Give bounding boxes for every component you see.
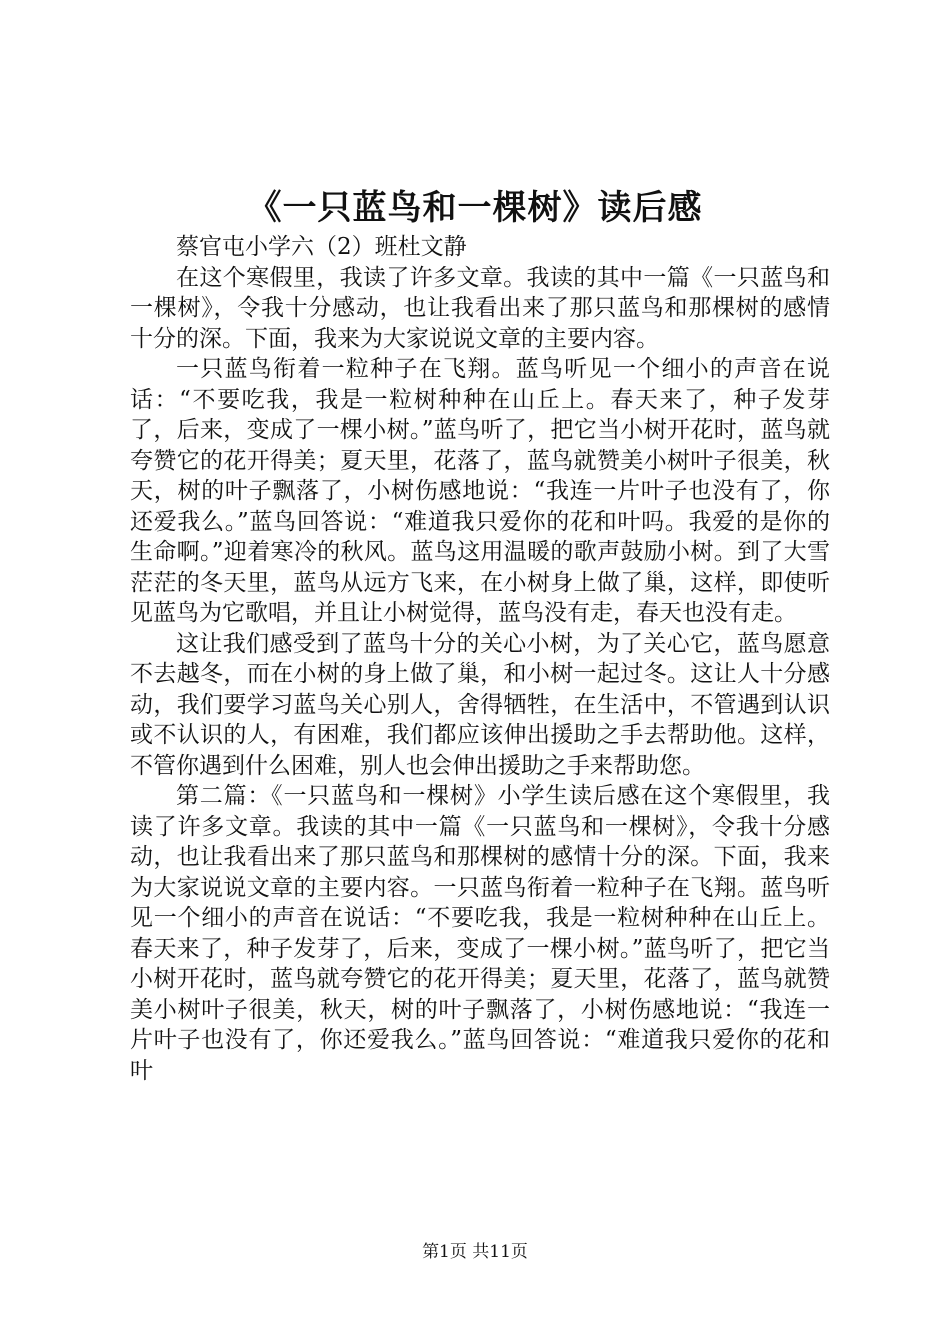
author-line: 蔡官屯小学六（2）班杜文静	[176, 234, 467, 260]
paragraph-2: 一只蓝鸟衔着一粒种子在飞翔。蓝鸟听见一个细小的声音在说话：“不要吃我，我是一粒树种种在山丘上。春天来了，种子发芽了，后来，变成了一棵小树。”蓝鸟听了，把它当小树开花时，蓝鸟就夸赞它的花开得美；夏天里，花落了，蓝鸟就赞美小树叶子很美，秋天，树的叶子飘落了，小树伤感地说：“我连一片叶子也没有了，你还爱我么。”蓝鸟回答说：“难道我只爱你的花和叶吗。我爱的是你的生命啊。”迎着寒冷的秋风。蓝鸟这用温暖的歌声鼓励小树。到了大雪茫茫的冬天里，蓝鸟从远方飞来，在小树身上做了巢，这样，即使听见蓝鸟为它歌唱，并且让小树觉得，蓝鸟没有走，春天也没有走。	[130, 356, 830, 626]
paragraph-1: 在这个寒假里，我读了许多文章。我读的其中一篇《一只蓝鸟和一棵树》，令我十分感动，也让我看出来了那只蓝鸟和那棵树的感情十分的深。下面，我来为大家说说文章的主要内容。	[130, 264, 830, 352]
paragraph-4: 第二篇：《一只蓝鸟和一棵树》小学生读后感在这个寒假里，我读了许多文章。我读的其中一篇《一只蓝鸟和一棵树》，令我十分感动，也让我看出来了那只蓝鸟和那棵树的感情十分的深。下面，我来为大家说说文章的主要内容。一只蓝鸟衔着一粒种子在飞翔。蓝鸟听见一个细小的声音在说话：“不要吃我，我是一粒树种种在山丘上。春天来了，种子发芽了，后来，变成了一棵小树。”蓝鸟听了，把它当小树开花时，蓝鸟就夸赞它的花开得美；夏天里，花落了，蓝鸟就赞美小树叶子很美，秋天，树的叶子飘落了，小树伤感地说：“我连一片叶子也没有了，你还爱我么。”蓝鸟回答说：“难道我只爱你的花和叶	[130, 783, 830, 1084]
paragraph-3: 这让我们感受到了蓝鸟十分的关心小树，为了关心它，蓝鸟愿意不去越冬，而在小树的身上做了巢，和小树一起过冬。这让人十分感动，我们要学习蓝鸟关心别人，舍得牺牲，在生活中，不管遇到认识或不认识的人，有困难，我们都应该伸出援助之手去帮助他。这样，不管你遇到什么困难，别人也会伸出援助之手来帮助您。	[130, 630, 830, 779]
page-footer: 第1页 共11页	[422, 1242, 528, 1262]
document-title: 《一只蓝鸟和一棵树》读后感	[247, 188, 703, 228]
document-body	[130, 232, 830, 1086]
